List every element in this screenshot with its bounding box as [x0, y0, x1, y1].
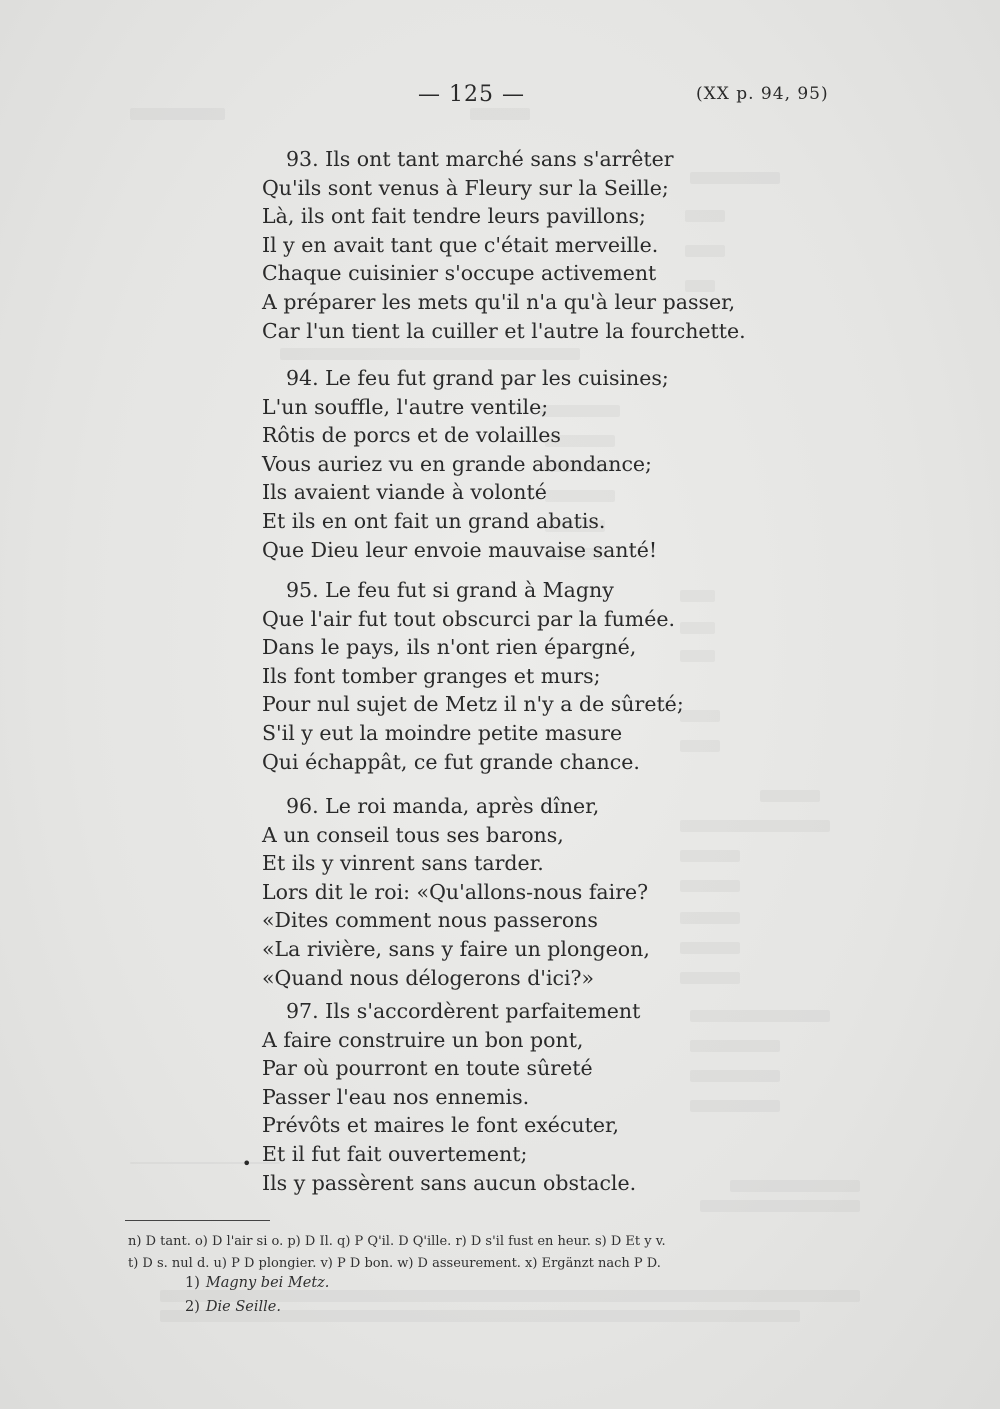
footnote-number: 2) — [185, 1299, 200, 1315]
stanza-93 — [262, 145, 782, 345]
stanza-96 — [262, 792, 782, 992]
stanza-95 — [262, 576, 782, 776]
verse-line: Chaque cuisinier s'occupe activement — [262, 261, 657, 286]
verse-line: 95. Le feu fut si grand à Magny — [286, 578, 614, 602]
verse-line: Dans le pays, ils n'ont rien épargné, — [262, 635, 637, 660]
stanza-94 — [262, 364, 782, 564]
page-reference: (XX p. 94, 95) — [696, 84, 829, 104]
footnote-number: 1) — [185, 1275, 200, 1291]
verse-line: Lors dit le roi: «Qu'allons-nous faire? — [262, 879, 649, 904]
verse-line: Que l'air fut tout obscurci par la fumée. — [262, 606, 676, 631]
verse-line: L'un souffle, l'autre ventile; — [262, 394, 549, 419]
footnote-item — [185, 1296, 329, 1320]
verse-line: Et ils en ont fait un grand abatis. — [262, 508, 606, 533]
verse-line: A un conseil tous ses barons, — [262, 822, 564, 847]
verse-line: «Dites comment nous passerons — [262, 908, 598, 933]
footnote-rule — [125, 1220, 270, 1221]
verse-line: 97. Ils s'accordèrent parfaitement — [286, 999, 641, 1023]
verse-line: Ils avaient viande à volonté — [262, 480, 547, 505]
verse-line: Qui échappât, ce fut grande chance. — [262, 749, 640, 774]
verse-line: Prévôts et maires le font exécuter, — [262, 1113, 620, 1138]
verse-line: Que Dieu leur envoie mauvaise santé! — [262, 537, 658, 562]
variant-line: t) D s. nul d. u) P D plongier. v) P D bon. w) D asseurement. x) Ergänzt nach P D. — [128, 1256, 661, 1271]
verse-line: Et ils y vinrent sans tarder. — [262, 851, 544, 876]
footnote-item — [185, 1272, 329, 1296]
verse-line: A préparer les mets qu'il n'a qu'à leur passer, — [262, 289, 736, 314]
margin-mark: • — [242, 1154, 252, 1173]
verse-line: 96. Le roi manda, après dîner, — [286, 794, 600, 818]
variant-line: n) D tant. o) D l'air si o. p) D Il. q) P Q'il. D Q'ille. r) D s'il fust en heur. s) D Et y v. — [128, 1234, 666, 1249]
footnote-text: Die Seille. — [205, 1299, 281, 1315]
verse-line: Qu'ils sont venus à Fleury sur la Seille; — [262, 175, 669, 200]
verse-line: 94. Le feu fut grand par les cuisines; — [286, 366, 669, 390]
verse-line: 93. Ils ont tant marché sans s'arrêter — [286, 147, 674, 171]
verse-line: Par où pourront en toute sûreté — [262, 1056, 593, 1081]
verse-line: Vous auriez vu en grande abondance; — [262, 451, 652, 476]
footnotes — [185, 1272, 329, 1320]
verse-line: «La rivière, sans y faire un plongeon, — [262, 936, 650, 961]
verse-line: Car l'un tient la cuiller et l'autre la fourchette. — [262, 318, 746, 343]
verse-line: Rôtis de porcs et de volailles — [262, 423, 561, 448]
verse-line: Là, ils ont fait tendre leurs pavillons; — [262, 204, 646, 229]
variant-readings — [128, 1232, 868, 1276]
verse-line: Ils y passèrent sans aucun obstacle. — [262, 1170, 637, 1195]
verse-line: S'il y eut la moindre petite masure — [262, 720, 623, 745]
verse-line: Et il fut fait ouvertement; — [262, 1141, 528, 1166]
page-number: — 125 — — [418, 82, 525, 107]
stanza-97 — [262, 997, 782, 1197]
footnote-text: Magny bei Metz. — [205, 1275, 330, 1291]
verse-line: A faire construire un bon pont, — [262, 1027, 584, 1052]
verse-line: Il y en avait tant que c'était merveille. — [262, 232, 659, 257]
verse-line: Pour nul sujet de Metz il n'y a de sûreté; — [262, 692, 684, 717]
verse-line: «Quand nous délogerons d'ici?» — [262, 965, 595, 990]
verse-line: Ils font tomber granges et murs; — [262, 663, 601, 688]
verse-line: Passer l'eau nos ennemis. — [262, 1084, 530, 1109]
